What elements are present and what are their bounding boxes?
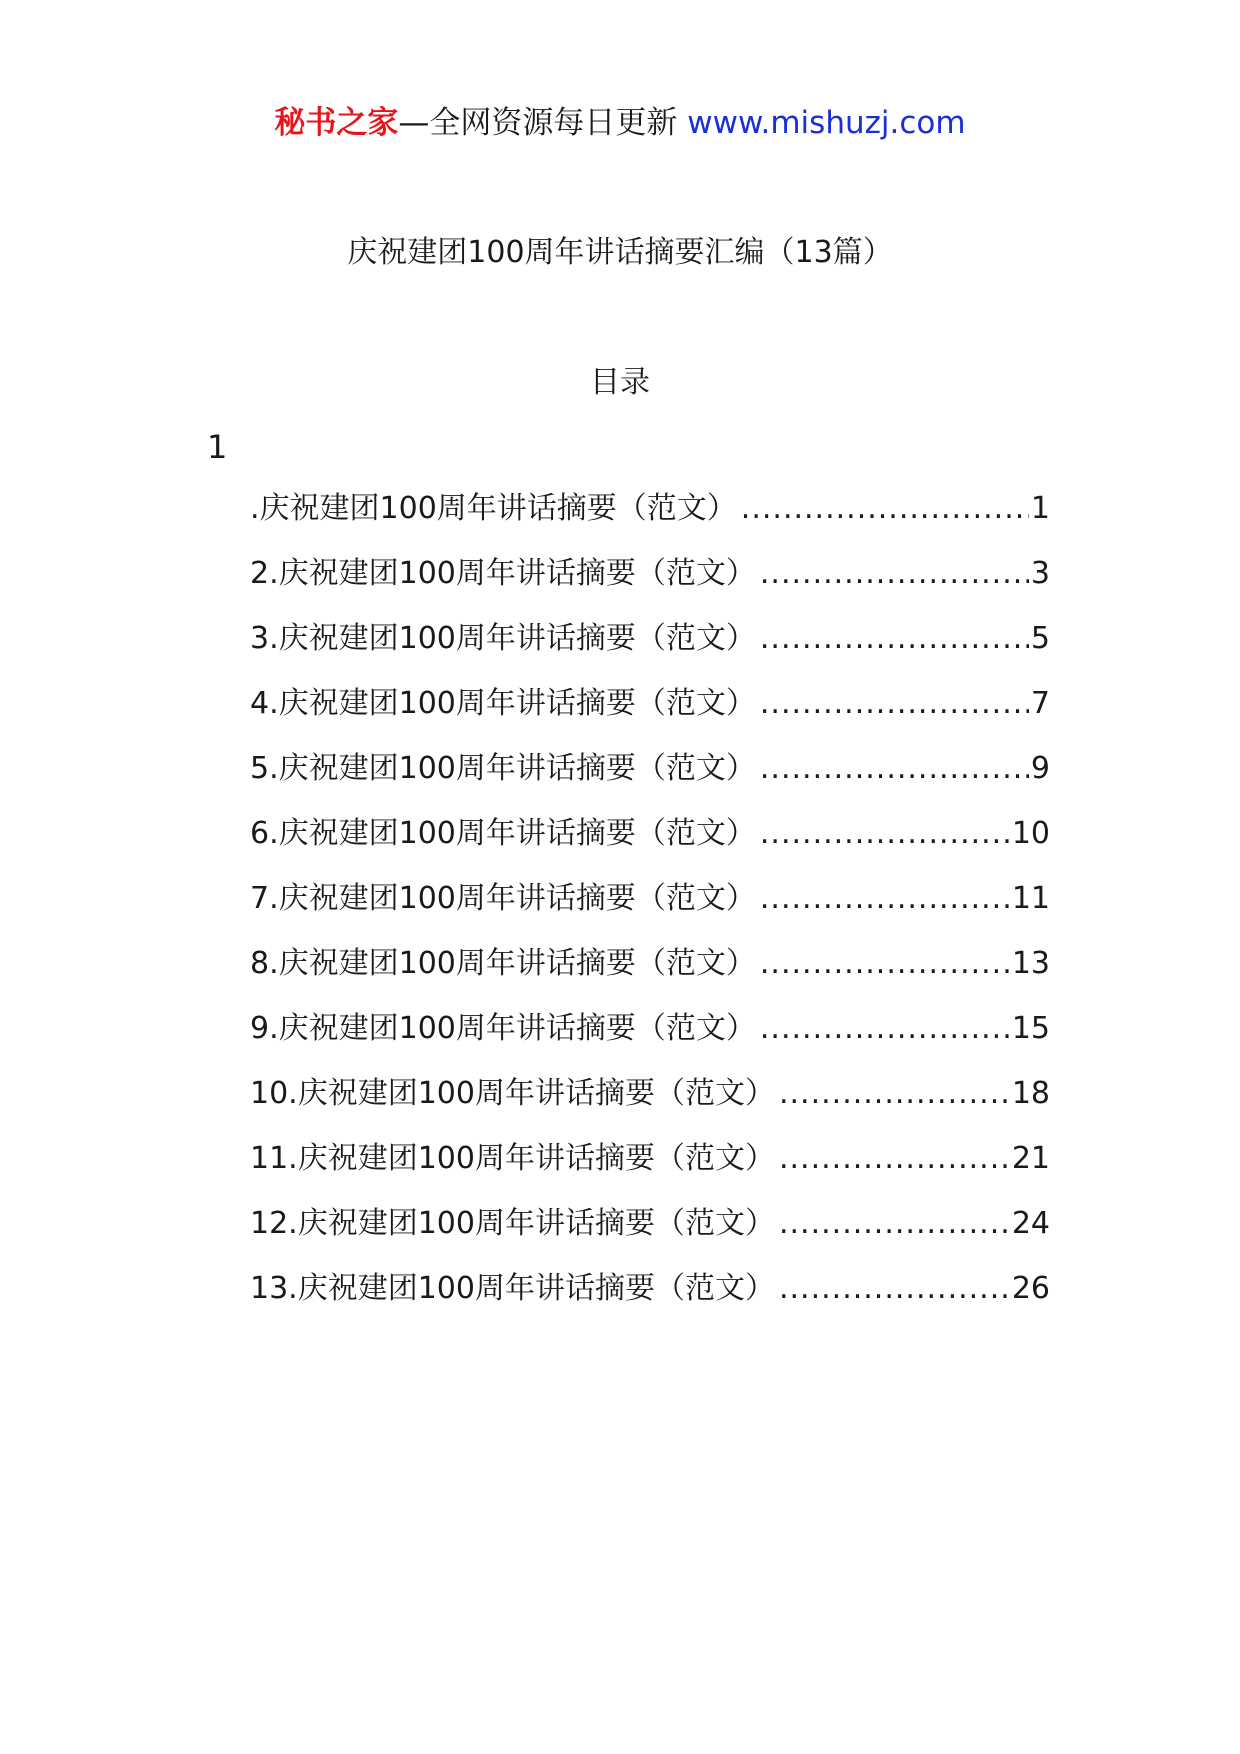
toc-entry[interactable]: [250, 1004, 1050, 1069]
toc-entry-page: 1: [1030, 491, 1050, 526]
toc-entry[interactable]: [250, 1069, 1050, 1134]
site-slogan: —全网资源每日更新: [398, 105, 688, 141]
toc-entry[interactable]: [250, 679, 1050, 744]
toc-entry[interactable]: [250, 1199, 1050, 1264]
toc-entry-page: 18: [1011, 1076, 1050, 1111]
toc-entry[interactable]: [250, 549, 1050, 614]
toc-dot-leader: [760, 939, 1010, 989]
toc-entry-page: 9: [1030, 751, 1050, 786]
toc-dot-leader: [760, 809, 1010, 859]
site-header: [0, 98, 1240, 148]
brand-name: 秘书之家: [274, 105, 399, 141]
toc-dot-leader: [779, 1069, 1010, 1119]
toc-entry[interactable]: [250, 874, 1050, 939]
toc-entry-page: 11: [1011, 881, 1050, 916]
toc-dot-leader: [760, 874, 1010, 924]
toc-entry-page: 24: [1011, 1206, 1050, 1241]
toc-heading: 目录: [590, 365, 650, 400]
toc-list: [250, 484, 1050, 1329]
toc-entry[interactable]: [250, 614, 1050, 679]
toc-entry-label: 2.庆祝建团100周年讲话摘要（范文）: [250, 556, 756, 591]
toc-level-number: 1: [207, 428, 228, 466]
toc-dot-leader: [760, 679, 1029, 729]
toc-entry-label: 4.庆祝建团100周年讲话摘要（范文）: [250, 686, 756, 721]
toc-dot-leader: [779, 1199, 1010, 1249]
toc-entry-label: 9.庆祝建团100周年讲话摘要（范文）: [250, 1011, 756, 1046]
toc-entry-label: 13.庆祝建团100周年讲话摘要（范文）: [250, 1271, 775, 1306]
toc-entry-label: 6.庆祝建团100周年讲话摘要（范文）: [250, 816, 756, 851]
toc-dot-leader: [760, 744, 1029, 794]
toc-entry-page: 26: [1011, 1271, 1050, 1306]
toc-entry[interactable]: [250, 484, 1050, 549]
toc-entry-label: 5.庆祝建团100周年讲话摘要（范文）: [250, 751, 756, 786]
document-title: 庆祝建团100周年讲话摘要汇编（13篇）: [347, 235, 893, 270]
toc-entry[interactable]: [250, 1264, 1050, 1329]
toc-entry[interactable]: [250, 1134, 1050, 1199]
toc-entry-label: 3.庆祝建团100周年讲话摘要（范文）: [250, 621, 756, 656]
toc-entry-page: 7: [1030, 686, 1050, 721]
toc-entry-label: 7.庆祝建团100周年讲话摘要（范文）: [250, 881, 756, 916]
toc-entry-page: 15: [1011, 1011, 1050, 1046]
toc-dot-leader: [760, 1004, 1010, 1054]
toc-entry-label: 11.庆祝建团100周年讲话摘要（范文）: [250, 1141, 775, 1176]
toc-entry[interactable]: [250, 744, 1050, 809]
toc-entry-page: 10: [1011, 816, 1050, 851]
toc-entry[interactable]: [250, 809, 1050, 874]
toc-entry[interactable]: [250, 939, 1050, 1004]
toc-entry-label: 8.庆祝建团100周年讲话摘要（范文）: [250, 946, 756, 981]
toc-entry-label: .庆祝建团100周年讲话摘要（范文）: [250, 491, 737, 526]
toc-entry-page: 5: [1030, 621, 1050, 656]
toc-entry-page: 3: [1030, 556, 1050, 591]
site-url-link[interactable]: www.mishuzj.com: [687, 105, 966, 141]
toc-dot-leader: [779, 1134, 1010, 1184]
toc-dot-leader: [741, 484, 1029, 534]
toc-entry-page: 13: [1011, 946, 1050, 981]
toc-entry-page: 21: [1011, 1141, 1050, 1176]
toc-dot-leader: [760, 549, 1029, 599]
toc-entry-label: 10.庆祝建团100周年讲话摘要（范文）: [250, 1076, 775, 1111]
toc-dot-leader: [760, 614, 1029, 664]
toc-entry-label: 12.庆祝建团100周年讲话摘要（范文）: [250, 1206, 775, 1241]
toc-dot-leader: [779, 1264, 1010, 1314]
